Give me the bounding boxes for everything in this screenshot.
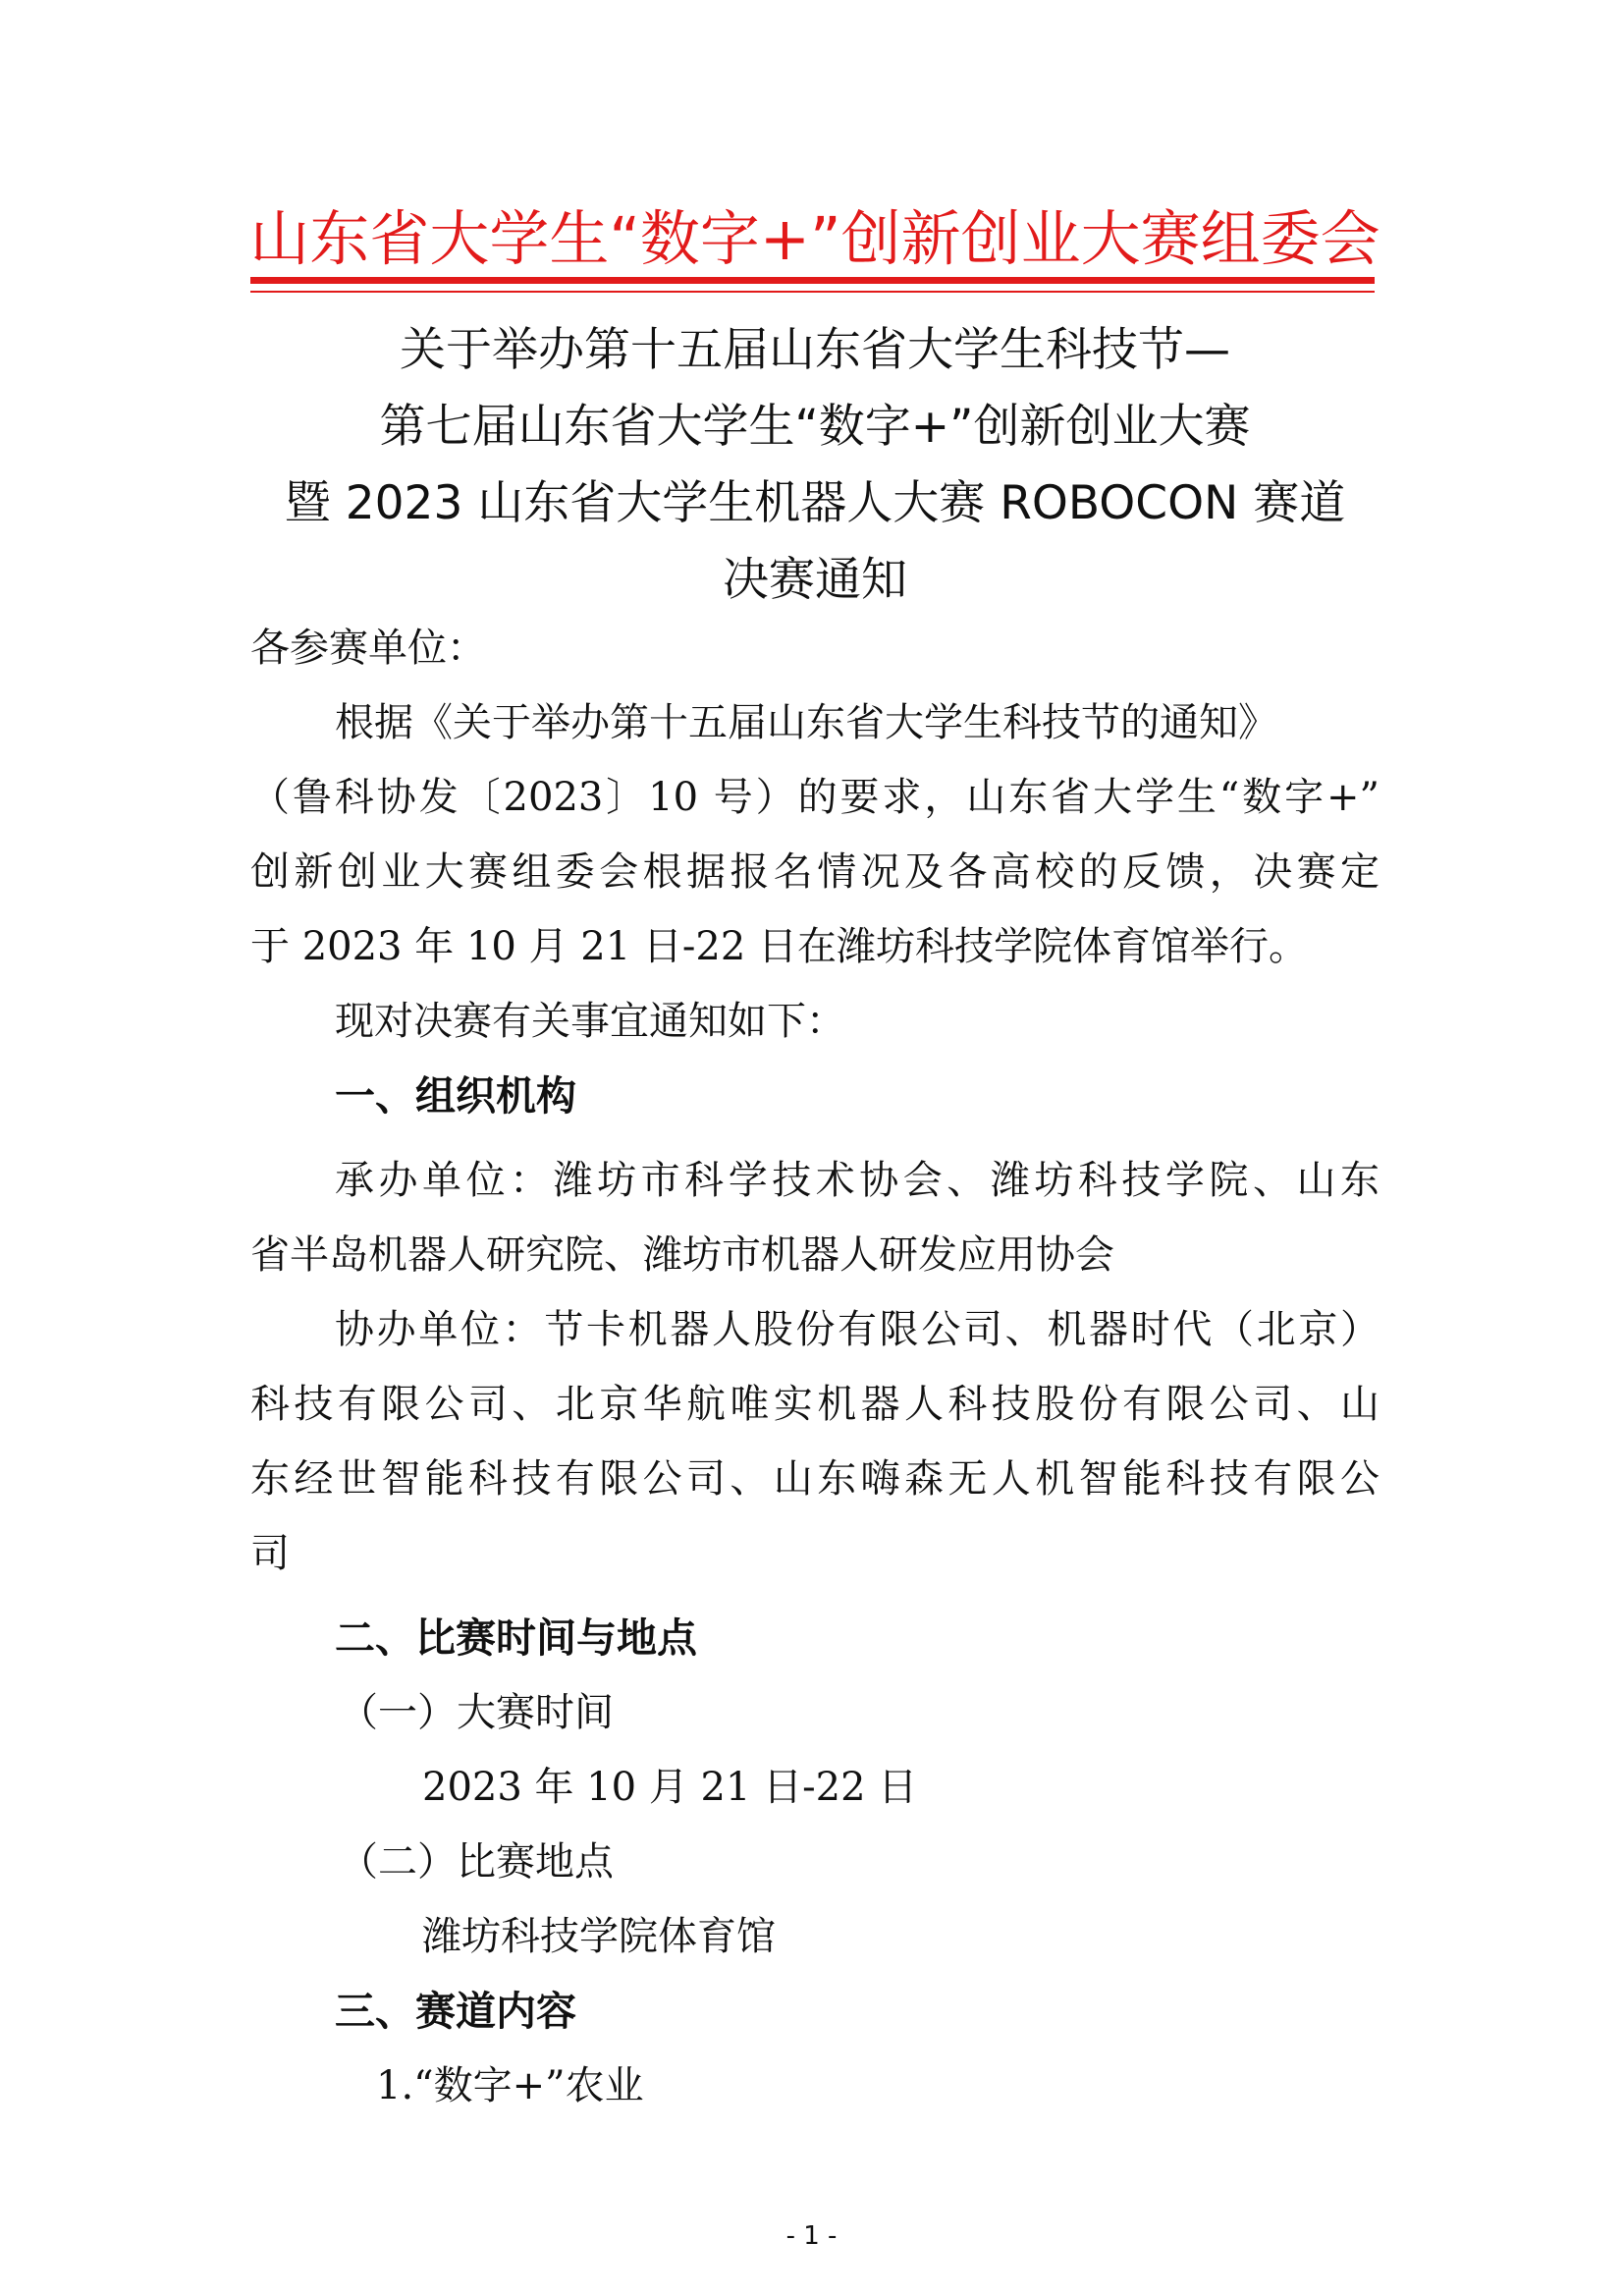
intro-line-3: 创新创业大赛组委会根据报名情况及各高校的反馈，决赛定 [250, 849, 1380, 895]
page-number: - 1 - [785, 2221, 838, 2251]
intro-line-1: 根据《关于举办第十五届山东省大学生科技节的通知》 [335, 700, 1277, 745]
track-item-1: 1.“数字+”农业 [376, 2063, 644, 2108]
co-units-line-1: 协办单位：节卡机器人股份有限公司、机器时代（北京） [335, 1307, 1380, 1352]
header-rule-thick [250, 277, 1375, 284]
intro-line-2: （鲁科协发〔2023〕10 号）的要求，山东省大学生“数字+” [250, 775, 1380, 820]
title-line-4: 决赛通知 [723, 553, 907, 607]
competition-time-value: 2023 年 10 月 21 日-22 日 [422, 1765, 918, 1810]
competition-time-label: （一）大赛时间 [339, 1690, 614, 1735]
co-units-line-2: 科技有限公司、北京华航唯实机器人科技股份有限公司、山 [250, 1382, 1380, 1427]
intro-line-4: 于 2023 年 10 月 21 日-22 日在潍坊科技学院体育馆举行。 [250, 924, 1309, 969]
co-units-line-4: 司 [250, 1531, 290, 1576]
section-2-heading: 二、比赛时间与地点 [335, 1614, 697, 1662]
host-units-line-1: 承办单位：潍坊市科学技术协会、潍坊科技学院、山东 [335, 1158, 1380, 1203]
document-body [250, 611, 1380, 2123]
title-line-1: 关于举办第十五届山东省大学生科技节— [400, 323, 1230, 377]
host-units-line-2: 省半岛机器人研究院、潍坊市机器人研发应用协会 [250, 1232, 1114, 1278]
co-units-line-3: 东经世智能科技有限公司、山东嗨森无人机智能科技有限公 [250, 1456, 1380, 1502]
title-line-2: 第七届山东省大学生“数字+”创新创业大赛 [379, 400, 1251, 454]
competition-venue-label: （二）比赛地点 [339, 1839, 614, 1885]
document-title [245, 312, 1384, 619]
section-3-heading: 三、赛道内容 [335, 1988, 576, 2035]
header-rule-thin [250, 291, 1375, 293]
organization-header: 山东省大学生“数字+”创新创业大赛组委会 [249, 204, 1380, 274]
competition-venue-value: 潍坊科技学院体育馆 [422, 1914, 776, 1959]
intro-paragraph-2: 现对决赛有关事宜通知如下： [335, 999, 845, 1044]
title-line-3: 暨 2023 山东省大学生机器人大赛 ROBOCON 赛道 [284, 476, 1346, 530]
section-1-heading: 一、组织机构 [335, 1072, 576, 1120]
salutation: 各参赛单位： [250, 626, 486, 671]
